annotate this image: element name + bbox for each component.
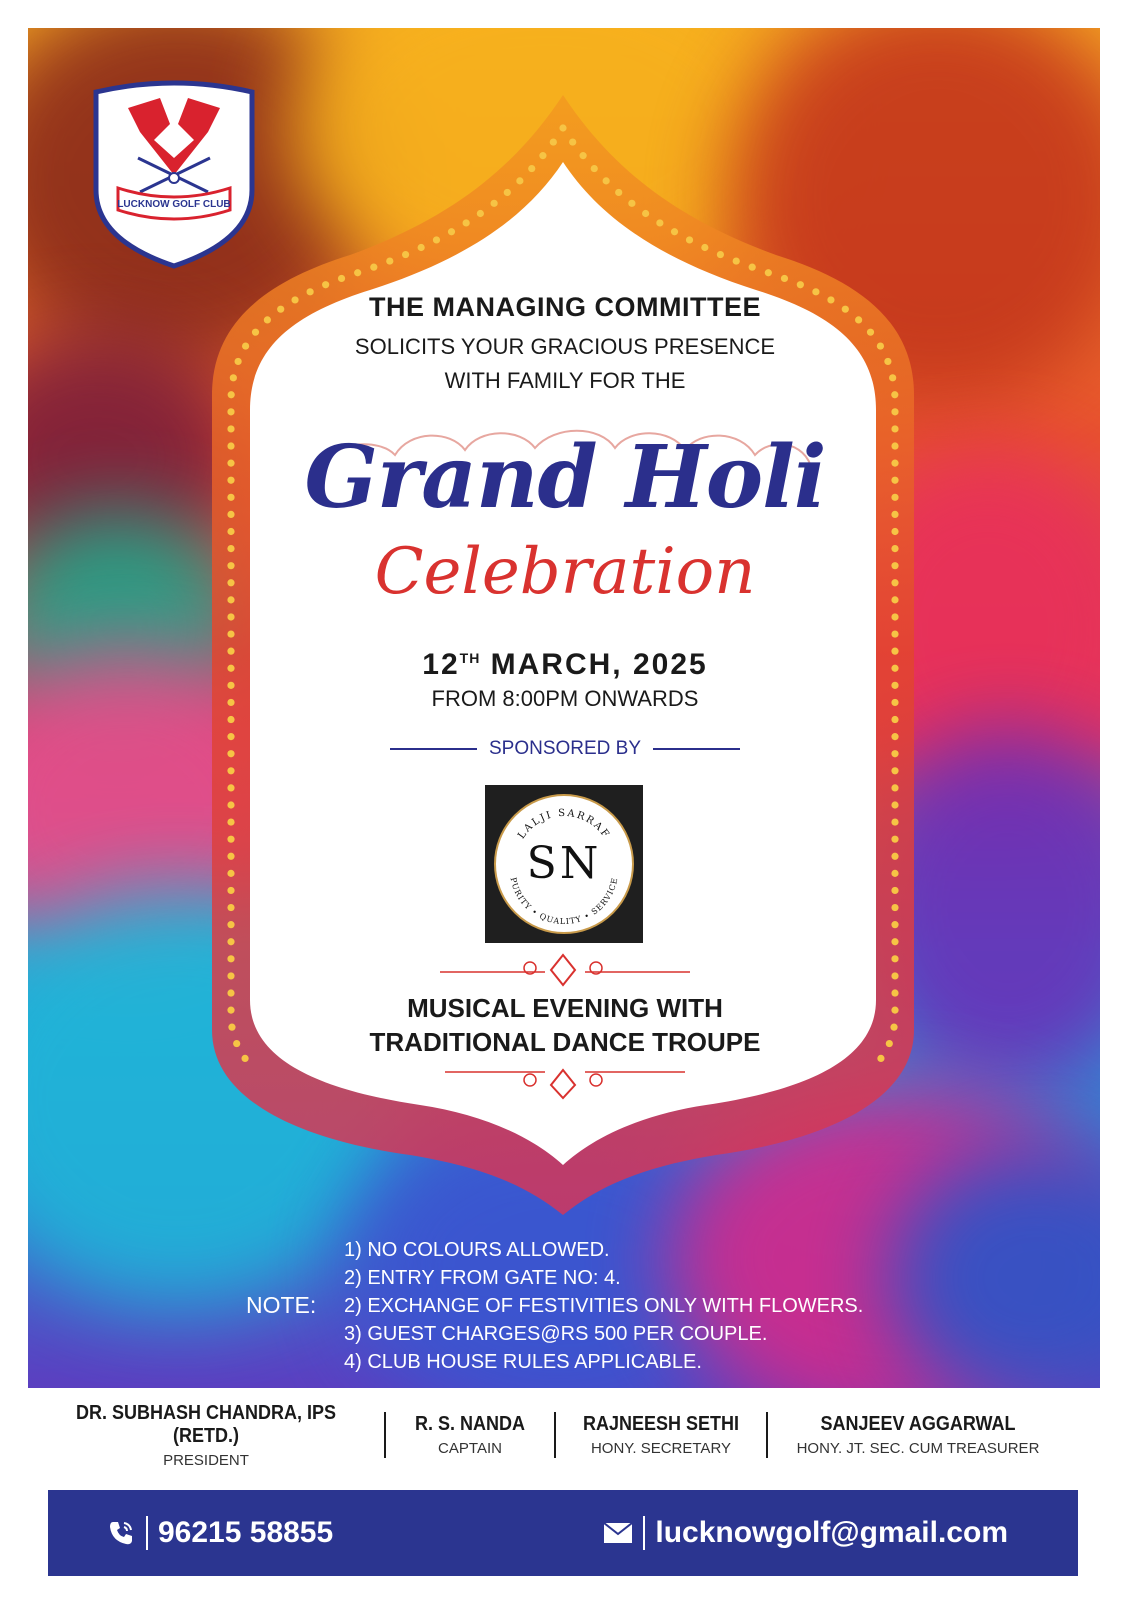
phone-number: 96215 58855 — [158, 1516, 334, 1549]
marquee-light-dot — [227, 853, 234, 860]
marquee-light-dot — [891, 648, 898, 655]
marquee-light-dot — [891, 562, 898, 569]
marquee-light-dot — [891, 460, 898, 467]
note-label: NOTE: — [246, 1292, 317, 1318]
marquee-light-dot — [891, 425, 898, 432]
officer-name: RAJNEESH SETHI — [582, 1413, 740, 1435]
marquee-light-dot — [569, 138, 576, 145]
officer-president — [28, 1401, 384, 1469]
marquee-light-dot — [433, 236, 440, 243]
marquee-light-dot — [228, 1024, 235, 1031]
sponsored-by-label: SPONSORED BY — [488, 738, 642, 759]
invitation-line-2: SOLICITS YOUR GRACIOUS PRESENCE — [354, 334, 776, 359]
marquee-light-dot — [227, 579, 234, 586]
marquee-light-dot — [227, 733, 234, 740]
marquee-light-dot — [227, 972, 234, 979]
marquee-light-dot — [717, 251, 724, 258]
officer-captain — [386, 1405, 554, 1465]
marquee-light-dot — [448, 228, 455, 235]
marquee-light-dot — [227, 477, 234, 484]
sponsor-logo-circle — [494, 794, 634, 934]
sponsor-divider-left — [390, 748, 477, 750]
marquee-light-dot — [891, 955, 898, 962]
marquee-light-dot — [891, 750, 898, 757]
phone-icon — [106, 1518, 136, 1548]
marquee-light-dot — [227, 425, 234, 432]
event-title: Grand Holi — [304, 427, 826, 528]
entertainment-line-1: MUSICAL EVENING WITH — [407, 993, 723, 1023]
marquee-light-dot — [227, 408, 234, 415]
marquee-light-dot — [241, 1055, 248, 1062]
email-address: lucknowgolf@gmail.com — [655, 1516, 1008, 1549]
officer-name: R. S. NANDA — [414, 1413, 525, 1435]
marquee-light-dot — [227, 887, 234, 894]
sponsored-by-row — [390, 734, 740, 764]
marquee-light-dot — [227, 613, 234, 620]
email-contact[interactable] — [603, 1516, 1008, 1550]
date-day: 12 — [422, 648, 460, 681]
note-item: 2) EXCHANGE OF FESTIVITIES ONLY WITH FLOWERS. — [344, 1295, 864, 1317]
marquee-light-dot — [386, 257, 393, 264]
marquee-light-dot — [891, 511, 898, 518]
marquee-light-dot — [891, 682, 898, 689]
marquee-light-dot — [227, 1007, 234, 1014]
marquee-light-dot — [338, 275, 345, 282]
date-suffix: TH — [459, 650, 481, 666]
marquee-light-dot — [642, 210, 649, 217]
marquee-light-dot — [227, 545, 234, 552]
date-month-year: MARCH, 2025 — [480, 648, 708, 681]
marquee-light-dot — [891, 1007, 898, 1014]
marquee-light-dot — [891, 613, 898, 620]
sponsor-divider-right — [653, 748, 740, 750]
marquee-light-dot — [891, 818, 898, 825]
marquee-light-dot — [891, 716, 898, 723]
officer-role: HONY. JT. SEC. CUM TREASURER — [796, 1440, 1040, 1457]
marquee-light-dot — [891, 801, 898, 808]
marquee-light-dot — [891, 579, 898, 586]
marquee-light-dot — [227, 904, 234, 911]
marquee-light-dot — [227, 630, 234, 637]
marquee-light-dot — [891, 545, 898, 552]
marquee-light-dot — [603, 177, 610, 184]
marquee-light-dot — [227, 767, 234, 774]
note-item: 3) GUEST CHARGES@RS 500 PER COUPLE. — [344, 1323, 768, 1345]
note-item: 4) CLUB HOUSE RULES APPLICABLE. — [344, 1351, 702, 1373]
sponsor-logo — [485, 785, 643, 943]
marquee-light-dot — [891, 836, 898, 843]
officer-name: SANJEEV AGGARWAL — [820, 1413, 1016, 1435]
marquee-light-dot — [227, 818, 234, 825]
email-divider — [643, 1516, 645, 1550]
marquee-light-dot — [891, 665, 898, 672]
marquee-light-dot — [891, 921, 898, 928]
officer-treasurer — [768, 1405, 1068, 1465]
marquee-light-dot — [890, 1024, 897, 1031]
marquee-light-dot — [242, 342, 249, 349]
contact-bar — [48, 1490, 1078, 1576]
officer-role: PRESIDENT — [163, 1451, 249, 1469]
marquee-light-dot — [656, 219, 663, 226]
marquee-light-dot — [891, 699, 898, 706]
marquee-light-dot — [797, 281, 804, 288]
marquee-light-dot — [227, 750, 234, 757]
sponsor-initials: SN — [526, 838, 602, 889]
marquee-light-dot — [322, 281, 329, 288]
marquee-light-dot — [227, 596, 234, 603]
marquee-light-dot — [227, 989, 234, 996]
lucknow-golf-club-logo — [88, 80, 260, 270]
marquee-light-dot — [891, 442, 898, 449]
marquee-light-dot — [701, 244, 708, 251]
phone-contact[interactable] — [106, 1516, 333, 1550]
marquee-light-dot — [884, 358, 891, 365]
marquee-light-dot — [615, 189, 622, 196]
marquee-light-dot — [559, 124, 566, 131]
officer-name: DR. SUBHASH CHANDRA, IPS (RETD.) — [75, 1401, 337, 1447]
marquee-light-dot — [227, 716, 234, 723]
marquee-light-dot — [891, 853, 898, 860]
marquee-light-dot — [227, 562, 234, 569]
marquee-light-dot — [891, 596, 898, 603]
marquee-light-dot — [891, 408, 898, 415]
marquee-light-dot — [891, 989, 898, 996]
marquee-light-dot — [227, 460, 234, 467]
marquee-light-dot — [891, 733, 898, 740]
marquee-light-dot — [539, 152, 546, 159]
marquee-light-dot — [891, 630, 898, 637]
officer-secretary — [556, 1405, 766, 1465]
marquee-light-dot — [891, 784, 898, 791]
marquee-light-dot — [528, 165, 535, 172]
marquee-light-dot — [227, 801, 234, 808]
note-item: 1) NO COLOURS ALLOWED. — [344, 1239, 610, 1261]
invitation-line-3: WITH FAMILY FOR THE — [444, 368, 686, 393]
marquee-light-dot — [891, 494, 898, 501]
marquee-light-dot — [227, 870, 234, 877]
invitation-line-1: THE MANAGING COMMITTEE — [369, 292, 761, 322]
marquee-light-dot — [227, 955, 234, 962]
marquee-light-dot — [230, 374, 237, 381]
marquee-light-dot — [227, 836, 234, 843]
officer-role: HONY. SECRETARY — [590, 1440, 732, 1457]
marquee-light-dot — [891, 767, 898, 774]
notes-list — [344, 1236, 863, 1376]
marquee-light-dot — [516, 177, 523, 184]
marquee-light-dot — [891, 391, 898, 398]
marquee-light-dot — [235, 358, 242, 365]
event-date — [250, 648, 880, 682]
marquee-light-dot — [550, 138, 557, 145]
marquee-light-dot — [370, 264, 377, 271]
event-time: FROM 8:00PM ONWARDS — [431, 686, 699, 711]
marquee-light-dot — [591, 165, 598, 172]
marquee-light-dot — [227, 511, 234, 518]
marquee-light-dot — [233, 1040, 240, 1047]
marquee-light-dot — [891, 887, 898, 894]
marquee-light-dot — [891, 904, 898, 911]
marquee-light-dot — [354, 269, 361, 276]
marquee-light-dot — [477, 210, 484, 217]
event-subtitle: Celebration — [374, 535, 756, 609]
marquee-light-dot — [227, 494, 234, 501]
marquee-light-dot — [891, 870, 898, 877]
sponsor-arc-top: LALJI SARRAF — [516, 807, 612, 842]
marquee-light-dot — [228, 391, 235, 398]
marquee-light-dot — [671, 228, 678, 235]
marquee-light-dot — [402, 251, 409, 258]
marquee-light-dot — [781, 275, 788, 282]
svg-text:LALJI SARRAF — [516, 808, 612, 841]
marquee-light-dot — [227, 648, 234, 655]
marquee-light-dot — [628, 200, 635, 207]
marquee-light-dot — [733, 257, 740, 264]
sponsor-arc-bottom: PURITY • QUALITY • SERVICE — [508, 876, 620, 927]
marquee-light-dot — [227, 938, 234, 945]
marquee-light-dot — [491, 200, 498, 207]
marquee-light-dot — [891, 972, 898, 979]
club-logo-text: LUCKNOW GOLF CLUB — [117, 199, 231, 210]
phone-divider — [146, 1516, 148, 1550]
marquee-light-dot — [504, 189, 511, 196]
marquee-light-dot — [227, 784, 234, 791]
officers-row — [28, 1390, 1100, 1480]
marquee-light-dot — [418, 244, 425, 251]
marquee-light-dot — [891, 938, 898, 945]
marquee-light-dot — [463, 219, 470, 226]
marquee-light-dot — [891, 477, 898, 484]
marquee-light-dot — [227, 665, 234, 672]
note-item: 2) ENTRY FROM GATE NO: 4. — [344, 1267, 621, 1289]
marquee-light-dot — [227, 442, 234, 449]
marquee-light-dot — [686, 236, 693, 243]
marquee-light-dot — [227, 682, 234, 689]
marquee-light-dot — [227, 699, 234, 706]
marquee-light-dot — [749, 264, 756, 271]
marquee-light-dot — [889, 374, 896, 381]
marquee-light-dot — [227, 921, 234, 928]
marquee-light-dot — [227, 528, 234, 535]
marquee-light-dot — [765, 269, 772, 276]
envelope-icon — [603, 1522, 633, 1544]
officer-role: CAPTAIN — [438, 1440, 502, 1457]
marquee-light-dot — [579, 152, 586, 159]
marquee-light-dot — [891, 528, 898, 535]
entertainment-line-2: TRADITIONAL DANCE TROUPE — [369, 1027, 761, 1057]
marquee-light-dot — [886, 1040, 893, 1047]
